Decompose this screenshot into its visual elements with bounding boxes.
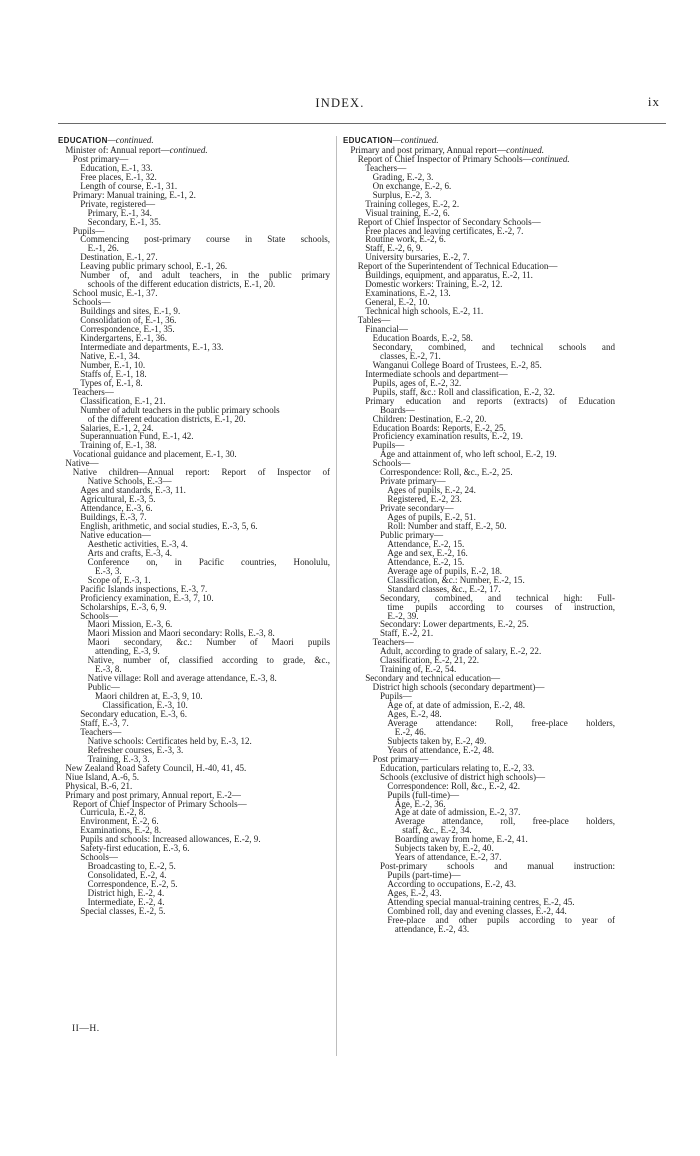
- index-entry-text: Report of Chief Inspector of Primary Schools—: [357, 153, 532, 164]
- index-entry-text: Years of attendance, E.-2, 48.: [387, 744, 494, 755]
- index-entry: [343, 603, 615, 612]
- index-entry-text: Age at date of admission, E.-2, 37.: [394, 807, 521, 818]
- index-entry: [343, 791, 615, 800]
- index-entry-text: Native, number of, classified according to grade, &c.,: [87, 655, 330, 666]
- index-column-left: [58, 136, 330, 916]
- index-entry: [58, 692, 330, 701]
- index-entry-text: Wanganui College Board of Trustees, E.-2, 85.: [372, 359, 542, 370]
- index-entry-text: Attendance, E.-2, 15.: [387, 538, 465, 549]
- index-entry-text: Intermediate and departments, E.-1, 33.: [80, 341, 224, 352]
- page-header: [60, 94, 660, 112]
- index-entry-text: Boards—: [380, 404, 415, 415]
- index-entry-text: Classification, E.-3, 10.: [102, 700, 188, 711]
- index-entry-text: Roll: Number and staff, E.-2, 50.: [387, 520, 507, 531]
- index-entry-text: Combined roll, day and evening classes, E.-2, 44.: [387, 905, 567, 916]
- index-entry-text: Private secondary—: [380, 503, 454, 514]
- index-entry-text: Registered, E.-2, 23.: [387, 494, 462, 505]
- index-entry-text: Consolidation of, E.-1, 36.: [80, 315, 177, 326]
- index-entry: [343, 477, 615, 486]
- index-entry-text: Report of Chief Inspector of Secondary Schools—: [357, 216, 541, 227]
- index-entry-text: Types of, E.-1, 8.: [80, 377, 143, 388]
- index-entry-text: Native children—Annual report: Report of Inspector of: [72, 467, 330, 478]
- index-entry-text: Leaving public primary school, E.-1, 26.: [80, 261, 228, 272]
- index-entry-text: Correspondence, E.-2, 5.: [87, 879, 178, 890]
- index-entry-text: Teachers—: [365, 162, 407, 173]
- printer-signature: II—H.: [72, 1024, 100, 1034]
- index-entry-text: Schools (exclusive of district high schools)—: [380, 771, 546, 782]
- index-entry-text: Teachers—: [372, 637, 414, 648]
- index-entry-text: Scholarships, E.-3, 6, 9.: [80, 601, 167, 612]
- index-entry-text: Number of adult teachers in the public primary schools: [80, 404, 280, 415]
- index-entry-text: Pupils (full-time)—: [387, 789, 460, 800]
- index-entry-text: Free places and leaving certificates, E.-2, 7.: [365, 225, 524, 236]
- continued-note: continued.: [506, 144, 545, 155]
- index-entry-text: Age of, at date of admission, E.-2, 48.: [387, 700, 526, 711]
- index-entry-text: Salaries, E.-1, 2, 24.: [80, 422, 154, 433]
- index-entry-text: School music, E.-1, 37.: [72, 288, 158, 299]
- index-entry-text: classes, E.-2, 71.: [380, 350, 441, 361]
- index-entry-text: Maori Mission, E.-3, 6.: [87, 619, 173, 630]
- index-entry-text: Adult, according to grade of salary, E.-2, 22.: [380, 646, 542, 657]
- index-entry-text: Technical high schools, E.-2, 11.: [365, 306, 484, 317]
- index-entry-text: schools of the different education districts, E.-1, 20.: [87, 279, 276, 290]
- index-entry-text: Maori children at, E.-3, 9, 10.: [95, 691, 203, 702]
- index-entry-text: New Zealand Road Safety Council, H.-40, 41, 45.: [65, 762, 247, 773]
- index-entry-text: Number, E.-1, 10.: [80, 359, 146, 370]
- index-entry-text: Post-primary schools and manual instruction:: [380, 861, 615, 872]
- index-entry-text: Age and sex, E.-2, 16.: [387, 547, 468, 558]
- continued-note: continued.: [169, 144, 208, 155]
- index-entry-text: Surplus, E.-2, 3.: [372, 189, 432, 200]
- index-entry: [343, 531, 615, 540]
- index-entry-text: Curricula, E.-2, 8.: [80, 807, 146, 818]
- index-entry-text: Special classes, E.-2, 5.: [80, 905, 166, 916]
- index-entry: [343, 486, 615, 495]
- index-entry: [58, 907, 330, 916]
- index-entry-text: Education Boards: Reports, E.-2, 25.: [372, 422, 506, 433]
- index-entry-text: Attending special manual-training centres, E.-2, 45.: [387, 897, 575, 908]
- index-entry-text: Number of, and adult teachers, in the public primary: [80, 270, 330, 281]
- index-entry-text: attendance, E.-2, 43.: [394, 923, 470, 934]
- index-entry-text: Native, E.-1, 34.: [80, 350, 140, 361]
- index-entry-text: Average age of pupils, E.-2, 18.: [387, 565, 503, 576]
- index-column-right: [343, 136, 615, 934]
- index-entry-text: Teachers—: [80, 726, 122, 737]
- index-entry-text: Scope of, E.-3, 1.: [87, 574, 151, 585]
- index-entry-text: Ages, E.-2, 48.: [387, 709, 442, 719]
- index-entry-text: Training colleges, E.-2, 2.: [365, 198, 460, 209]
- index-entry-text: Niue Island, A.-6, 5.: [65, 771, 140, 782]
- index-entry-text: Routine work, E.-2, 6.: [365, 234, 446, 245]
- index-entry: [343, 916, 615, 925]
- index-entry-text: Financial—: [365, 324, 408, 335]
- index-entry-text: Schools—: [372, 458, 411, 469]
- index-entry-text: Grading, E.-2, 3.: [372, 171, 434, 182]
- index-entry-text: Attendance, E.-2, 15.: [387, 556, 465, 567]
- index-entry-text: Pupils—: [372, 440, 405, 451]
- index-entry-text: Training, E.-3, 3.: [87, 753, 150, 764]
- index-entry-text: Primary education and reports (extracts) of Education: [365, 395, 615, 406]
- index-entry: [343, 817, 615, 826]
- index-entry-text: Pacific Islands inspections, E.-3, 7.: [80, 583, 208, 594]
- index-entry-text: staff, &c., E.-2, 34.: [402, 825, 472, 836]
- index-entry-text: Secondary and technical education—: [365, 673, 501, 684]
- index-entry-text: Post primary—: [72, 153, 129, 164]
- index-entry-text: Broadcasting to, E.-2, 5.: [87, 861, 176, 872]
- index-entry-text: E.-3, 3.: [95, 565, 122, 576]
- index-entry-text: District high, E.-2, 4.: [87, 888, 165, 899]
- index-entry: [343, 925, 615, 934]
- header-rule: [58, 123, 666, 124]
- index-entry-text: Average attendance, roll, free-place holders,: [394, 816, 615, 827]
- index-entry-text: Secondary, combined, and technical high: Full-: [380, 592, 615, 603]
- index-entry-text: Training of, E.-2, 54.: [380, 664, 457, 675]
- index-entry-text: Consolidated, E.-2, 4.: [87, 870, 167, 881]
- index-entry-text: Subjects taken by, E.-2, 40.: [394, 843, 494, 854]
- index-entry-text: Education Boards, E.-2, 58.: [372, 332, 473, 343]
- index-entry-text: attending, E.-3, 9.: [95, 646, 160, 657]
- index-entry-text: Children: Destination, E.-2, 20.: [372, 413, 487, 424]
- index-entry-text: E.-2, 39.: [387, 610, 419, 621]
- index-entry-text: Ages of pupils, E.-2, 51.: [387, 512, 476, 523]
- index-entry-text: Physical, B.-6, 21.: [65, 780, 133, 791]
- index-entry-text: Correspondence: Roll, &c., E.-2, 25.: [380, 467, 513, 478]
- index-entry-text: Secondary, E.-1, 35.: [87, 216, 161, 227]
- index-entry-text: Maori Mission and Maori secondary: Rolls, E.-3, 8.: [87, 628, 275, 639]
- index-entry-text: Visual training, E.-2, 6.: [365, 207, 450, 218]
- index-entry-text: Environment, E.-2, 6.: [80, 816, 159, 827]
- index-entry-text: Primary: Manual training, E.-1, 2.: [72, 189, 196, 200]
- index-entry-text: Secondary education, E.-3, 6.: [80, 709, 187, 719]
- page-number: ix: [647, 94, 660, 109]
- index-entry-text: Teachers—: [72, 386, 114, 397]
- index-entry-text: Native village: Roll and average attendance, E.-3, 8.: [87, 673, 277, 684]
- index-entry-text: Aesthetic activities, E.-3, 4.: [87, 538, 188, 549]
- index-heading: EDUCATION: [58, 136, 108, 145]
- index-entry-text: E.-3, 8.: [95, 664, 122, 675]
- index-entry-text: Buildings, E.-3, 7.: [80, 512, 147, 523]
- index-entry-text: Tables—: [357, 315, 391, 326]
- index-entry-text: Report of Chief Inspector of Primary Schools—: [72, 798, 247, 809]
- index-entry-text: Ages and standards, E.-3, 11.: [80, 485, 186, 496]
- index-entry: [343, 540, 615, 549]
- index-entry-text: Pupils, staff, &c.: Roll and classification, E.-2, 32.: [372, 386, 555, 397]
- index-entry-text: Primary and post primary, Annual report—: [350, 144, 507, 155]
- index-entry-text: Report of the Superintendent of Technical Education—: [357, 261, 558, 272]
- index-entry-text: Arts and crafts, E.-3, 4.: [87, 547, 173, 558]
- index-entry-text: Native—: [65, 458, 99, 469]
- continued-note: continued.: [531, 153, 570, 164]
- index-entry-text: University bursaries, E.-2, 7.: [365, 252, 470, 263]
- continued-note: —continued.: [392, 135, 439, 145]
- index-entry: [343, 719, 615, 728]
- index-entry-text: E.-2, 46.: [394, 726, 426, 737]
- index-entry-text: Native education—: [80, 529, 151, 540]
- index-entry-text: Education, particulars relating to, E.-2, 33.: [380, 762, 535, 773]
- index-entry: [343, 701, 615, 710]
- index-entry-text: Staff, E.-3, 7.: [80, 717, 129, 728]
- index-entry: [343, 504, 615, 513]
- index-entry-text: Free-place and other pupils according to year of: [387, 914, 615, 925]
- index-entry-text: General, E.-2, 10.: [365, 297, 430, 308]
- index-entry-text: District high schools (secondary department)—: [372, 682, 545, 693]
- index-entry-text: Private primary—: [380, 476, 446, 487]
- index-entry: [343, 862, 615, 871]
- index-entry-text: Staffs of, E.-1, 18.: [80, 368, 147, 379]
- index-entry-text: Post primary—: [372, 753, 429, 764]
- index-heading: EDUCATION: [343, 136, 393, 145]
- index-entry-text: Pupils (part-time)—: [387, 870, 461, 881]
- index-entry-text: Staff, E.-2, 21.: [380, 628, 434, 639]
- page-title: INDEX.: [315, 96, 365, 110]
- index-entry-text: Pupils, ages of, E.-2, 32.: [372, 377, 462, 388]
- index-entry-text: Primary, E.-1, 34.: [87, 207, 152, 218]
- index-entry-text: Buildings, equipment, and apparatus, E.-2, 11.: [365, 270, 533, 281]
- index-entry-text: Minister of: Annual report—: [65, 144, 170, 155]
- index-entry-text: Vocational guidance and placement, E.-1, 30.: [72, 449, 237, 460]
- index-entry-text: Classification, E.-1, 21.: [80, 395, 166, 406]
- index-entry-text: Pupils and schools: Increased allowances, E.-2, 9.: [80, 834, 261, 845]
- index-entry-text: Boarding away from home, E.-2, 41.: [394, 834, 528, 845]
- index-entry-text: Schools—: [80, 852, 118, 863]
- index-entry: [343, 782, 615, 791]
- index-entry-text: Superannuation Fund, E.-1, 42.: [80, 431, 194, 442]
- index-entry-text: Maori secondary, &c.: Number of Maori pupils: [87, 637, 330, 648]
- index-entry-text: Refresher courses, E.-3, 3.: [87, 744, 184, 755]
- index-entry: [343, 549, 615, 558]
- index-entry-text: Training of, E.-1, 38.: [80, 440, 157, 451]
- index-entry-text: of the different education districts, E.-1, 20.: [87, 413, 246, 424]
- index-entry-text: Classification, E.-2, 21, 22.: [380, 655, 479, 666]
- index-entry-text: Years of attendance, E.-2, 37.: [394, 852, 502, 863]
- index-entry-text: Correspondence, E.-1, 35.: [80, 324, 175, 335]
- index-entry-text: Intermediate, E.-2, 4.: [87, 897, 165, 908]
- index-entry-text: Intermediate schools and department—: [365, 368, 508, 379]
- index-entry-text: Age and attainment of, who left school, E.-2, 19.: [380, 449, 557, 460]
- index-entry-text: Private, registered—: [80, 198, 156, 209]
- index-entry-text: Average attendance: Roll, free-place holders,: [387, 717, 615, 728]
- index-entry-text: Proficiency examination results, E.-2, 19.: [372, 431, 523, 442]
- index-entry-text: Secondary, combined, and technical schools and: [372, 341, 615, 352]
- index-entry-text: Public—: [87, 682, 120, 693]
- index-entry-text: Standard classes, &c., E.-2, 17.: [387, 583, 501, 594]
- index-entry-text: Agricultural, E.-3, 5.: [80, 494, 156, 505]
- index-entry-text: Ages, E.-2, 43.: [387, 888, 442, 899]
- index-entry-text: Schools—: [72, 297, 111, 308]
- index-entry-text: Ages of pupils, E.-2, 24.: [387, 485, 476, 496]
- index-entry-text: Public primary—: [380, 529, 444, 540]
- index-entry-text: Staff, E.-2, 6, 9.: [365, 243, 423, 254]
- index-entry-text: Proficiency examination, E.-3, 7, 10.: [80, 592, 214, 603]
- index-entry-text: Secondary: Lower departments, E.-2, 25.: [380, 619, 529, 630]
- index-entry-text: Commencing post-primary course in State schools,: [80, 234, 330, 245]
- index-entry-text: E.-1, 26.: [87, 243, 119, 254]
- index-entry-text: Attendance, E.-3, 6.: [80, 503, 153, 514]
- index-entry-text: time pupils according to courses of instruction,: [387, 601, 615, 612]
- index-entry-text: According to occupations, E.-2, 43.: [387, 879, 517, 890]
- index-entry: [343, 880, 615, 889]
- index-entry-text: Free places, E.-1, 32.: [80, 171, 157, 182]
- index-entry-text: Buildings and sites, E.-1, 9.: [80, 306, 181, 317]
- index-entry-text: Destination, E.-1, 27.: [80, 252, 158, 263]
- index-entry-text: Examinations, E.-2, 8.: [80, 825, 162, 836]
- index-entry-text: Primary and post primary, Annual report, E.-2—: [65, 789, 241, 800]
- index-entry-text: Education, E.-1, 33.: [80, 162, 153, 173]
- index-entry-text: Length of course, E.-1, 31.: [80, 180, 178, 191]
- index-entry-text: On exchange, E.-2, 6.: [372, 180, 452, 191]
- index-entry-text: Examinations, E.-2, 13.: [365, 288, 451, 299]
- index-entry-text: Native schools: Certificates held by, E.-3, 12.: [87, 735, 252, 746]
- index-entry-text: Age, E.-2, 36.: [394, 798, 446, 809]
- index-entry-text: English, arithmetic, and social studies, E.-3, 5, 6.: [80, 520, 258, 531]
- index-entry-text: Conference on, in Pacific countries, Honolulu,: [87, 556, 330, 567]
- index-entry-text: Pupils—: [72, 225, 105, 236]
- index-entry-text: Kindergartens, E.-1, 36.: [80, 332, 167, 343]
- index-entry-text: Schools—: [80, 610, 118, 621]
- index-entry-text: Safety-first education, E.-3, 6.: [80, 843, 190, 854]
- column-divider: [336, 136, 337, 1056]
- index-entry-text: Native Schools, E.-3—: [87, 476, 172, 487]
- index-entry-text: Subjects taken by, E.-2, 49.: [387, 735, 487, 746]
- continued-note: —continued.: [107, 135, 154, 145]
- index-entry-text: Classification, &c.: Number, E.-2, 15.: [387, 574, 525, 585]
- index-entry-text: Correspondence: Roll, &c., E.-2, 42.: [387, 780, 521, 791]
- index-entry-text: Domestic workers: Training, E.-2, 12.: [365, 279, 503, 290]
- index-entry-text: Pupils—: [380, 691, 412, 702]
